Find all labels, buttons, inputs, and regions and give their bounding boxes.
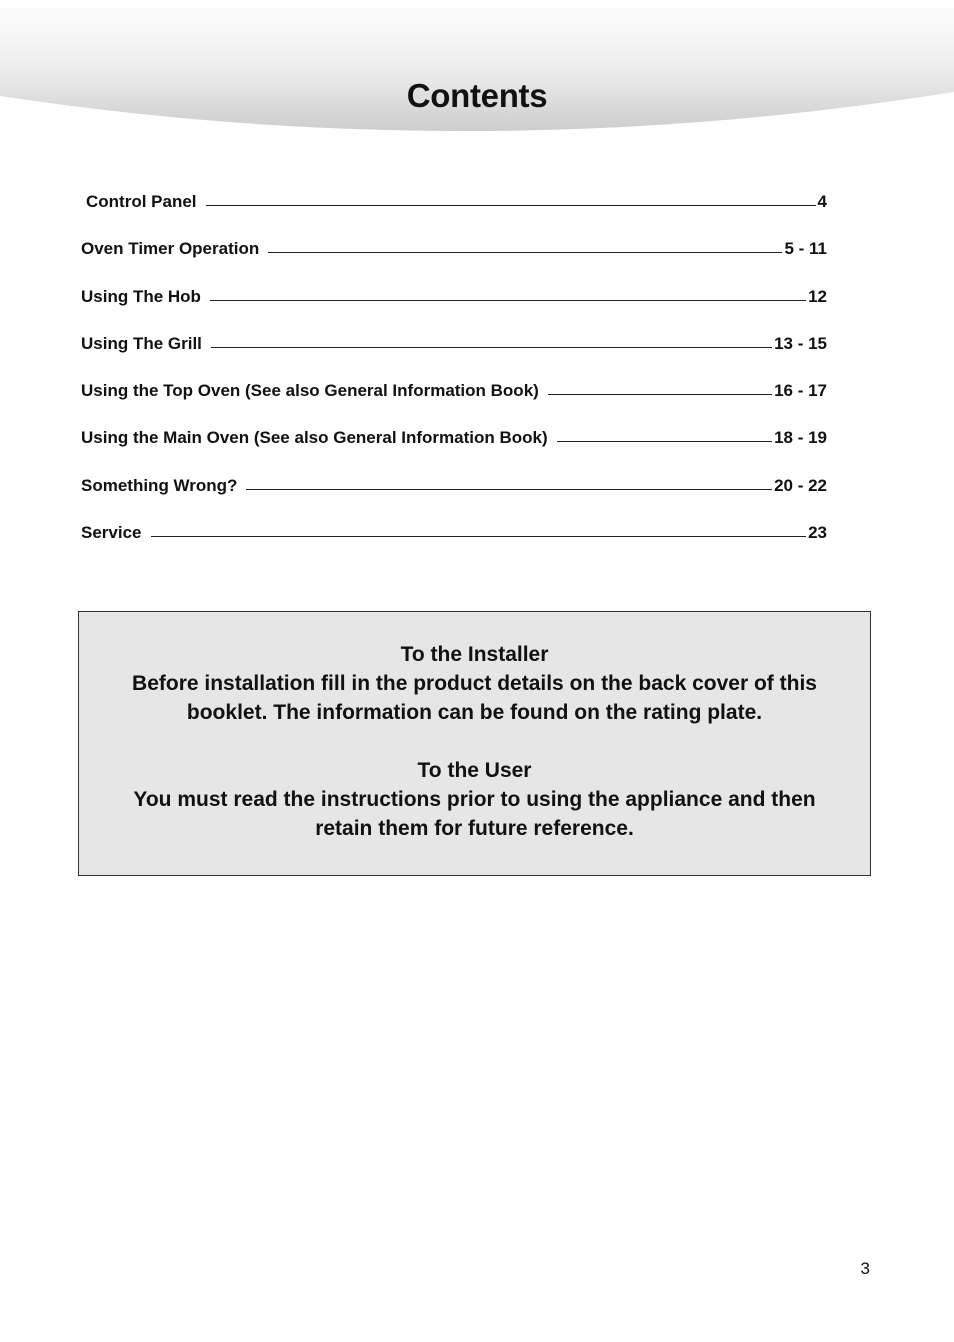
user-text-line: You must read the instructions prior to using the appliance and then (133, 788, 816, 811)
toc-entry-page: 23 (808, 523, 827, 543)
installer-text-line: booklet. The information can be found on the rating plate. (186, 701, 763, 724)
toc-entry-page: 12 (808, 286, 827, 306)
toc-entry-page: 20 - 22 (774, 475, 827, 495)
toc-entry-label: Control Panel (86, 192, 197, 211)
header-band (0, 0, 954, 140)
notice-text (79, 640, 870, 843)
toc-entry-page: 5 - 11 (784, 239, 827, 259)
installer-heading: To the Installer (400, 643, 549, 666)
page-number: 3 (860, 1259, 870, 1278)
toc-leader-line (211, 330, 772, 348)
toc-entry[interactable] (81, 330, 827, 377)
toc-entry-label: Using The Hob (81, 286, 201, 306)
toc-entry[interactable] (81, 519, 827, 566)
toc-leader-line (151, 519, 807, 537)
toc-entry[interactable] (81, 377, 827, 424)
toc-entry[interactable] (81, 424, 827, 471)
notice-spacer (79, 727, 870, 756)
page-title: Contents (406, 77, 548, 114)
toc-entry-label: Using the Main Oven (See also General Information Book) (81, 428, 548, 448)
toc-leader-line (548, 377, 772, 395)
table-of-contents (81, 188, 827, 566)
toc-leader-line (268, 235, 782, 253)
toc-leader-line (206, 188, 816, 206)
toc-entry-label: Oven Timer Operation (81, 239, 260, 259)
toc-entry[interactable] (81, 283, 827, 330)
toc-entry-label: Service (81, 523, 142, 543)
toc-leader-line (246, 472, 772, 490)
installer-text-line: Before installation fill in the product details on the back cover of this (132, 672, 817, 695)
toc-entry[interactable] (81, 235, 827, 282)
toc-entry-label: Something Wrong? (81, 475, 238, 495)
notice-box (78, 611, 871, 876)
toc-entry-page: 13 - 15 (774, 333, 827, 353)
toc-entry-page: 4 (817, 192, 827, 211)
toc-entry-page: 16 - 17 (774, 381, 827, 401)
toc-entry-page: 18 - 19 (774, 428, 827, 448)
toc-entry-label: Using The Grill (81, 333, 202, 353)
toc-leader-line (210, 283, 806, 301)
toc-entry-label: Using the Top Oven (See also General Information Book) (81, 381, 539, 401)
header-band-shape (0, 0, 954, 140)
toc-leader-line (557, 424, 772, 442)
toc-entry[interactable] (81, 472, 827, 519)
user-text-line: retain them for future reference. (315, 817, 634, 840)
user-heading: To the User (417, 759, 532, 782)
toc-entry[interactable] (81, 188, 827, 235)
